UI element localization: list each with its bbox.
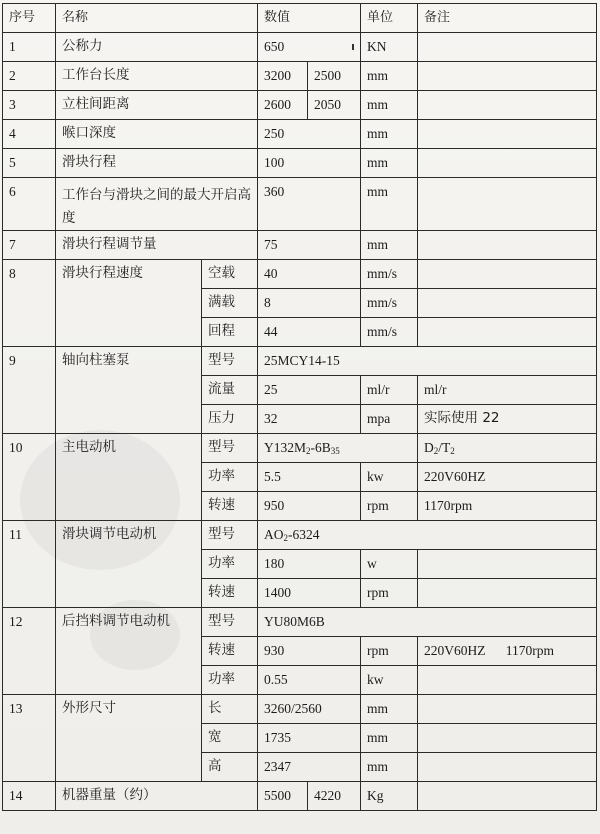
table-row	[3, 433, 597, 462]
sub-note	[418, 694, 597, 723]
row-seq: 5	[3, 149, 56, 178]
sub-unit: mpa	[361, 404, 418, 433]
sub-note	[418, 723, 597, 752]
row-name: 工作台与滑块之间的最大开启高度	[56, 178, 258, 231]
sub-note: ml/r	[418, 375, 597, 404]
sub-note	[418, 578, 597, 607]
sub-unit: kw	[361, 462, 418, 491]
table-header-row	[3, 4, 597, 33]
sub-unit: rpm	[361, 491, 418, 520]
sub-label: 功率	[202, 549, 258, 578]
row-seq: 9	[3, 346, 56, 433]
row-unit: Kg	[361, 781, 418, 810]
row-seq: 10	[3, 433, 56, 520]
row-unit: mm	[361, 178, 418, 231]
header-unit: 单位	[361, 4, 418, 33]
sub-value: 44	[258, 317, 361, 346]
sub-value: YU80M6B	[258, 607, 597, 636]
sub-label: 长	[202, 694, 258, 723]
sub-value: 25MCY14-15	[258, 346, 597, 375]
sub-value: 5.5	[258, 462, 361, 491]
row-seq: 7	[3, 230, 56, 259]
row-name: 喉口深度	[56, 120, 258, 149]
sub-value: 950	[258, 491, 361, 520]
sub-label: 空载	[202, 259, 258, 288]
header-seq: 序号	[3, 4, 56, 33]
sub-value: 32	[258, 404, 361, 433]
sub-value: 0.55	[258, 665, 361, 694]
sub-unit: mm/s	[361, 317, 418, 346]
sub-value: 1400	[258, 578, 361, 607]
row-note	[418, 62, 597, 91]
row-name: 立柱间距离	[56, 91, 258, 120]
sub-label: 功率	[202, 462, 258, 491]
sub-unit: kw	[361, 665, 418, 694]
row-seq: 11	[3, 520, 56, 607]
sub-label: 型号	[202, 433, 258, 462]
row-note	[418, 120, 597, 149]
table-row	[3, 607, 597, 636]
row-seq: 2	[3, 62, 56, 91]
sub-note	[418, 665, 597, 694]
row-value: 360	[258, 178, 361, 231]
row-seq: 3	[3, 91, 56, 120]
header-value: 数值	[258, 4, 361, 33]
row-unit: mm	[361, 230, 418, 259]
header-note: 备注	[418, 4, 597, 33]
motor-model-value: $Y132M_2-6B_{35}$	[258, 433, 418, 462]
row-note	[418, 91, 597, 120]
sub-unit: mm	[361, 694, 418, 723]
sub-label: 满载	[202, 288, 258, 317]
row-note	[418, 781, 597, 810]
row-name: 轴向柱塞泵	[56, 346, 202, 433]
sub-label: 转速	[202, 578, 258, 607]
sub-note	[418, 549, 597, 578]
sub-label: 高	[202, 752, 258, 781]
sub-value: 40	[258, 259, 361, 288]
table-row	[3, 230, 597, 259]
sub-label: 回程	[202, 317, 258, 346]
sub-label: 转速	[202, 636, 258, 665]
sub-unit: ml/r	[361, 375, 418, 404]
table-row	[3, 91, 597, 120]
sub-unit: rpm	[361, 578, 418, 607]
row-note	[418, 149, 597, 178]
row-name: 滑块调节电动机	[56, 520, 202, 607]
sub-note: $D_2/T_2$	[418, 433, 597, 462]
sub-label: 型号	[202, 520, 258, 549]
row-unit: KN	[361, 33, 418, 62]
sub-label: 功率	[202, 665, 258, 694]
row-value: 75	[258, 230, 361, 259]
sub-unit: mm	[361, 752, 418, 781]
row-value-1: 2600	[258, 91, 308, 120]
sub-value: 3260/2560	[258, 694, 361, 723]
row-unit: mm	[361, 62, 418, 91]
row-unit: mm	[361, 149, 418, 178]
sub-value: 8	[258, 288, 361, 317]
row-name: 滑块行程调节量	[56, 230, 258, 259]
table-row	[3, 33, 597, 62]
table-row	[3, 520, 597, 549]
table-row	[3, 178, 597, 231]
sub-label: 压力	[202, 404, 258, 433]
row-name: 滑块行程	[56, 149, 258, 178]
sub-note: 1170rpm	[418, 491, 597, 520]
row-name: 机器重量（约）	[56, 781, 258, 810]
scan-mark	[352, 44, 354, 50]
row-value: 250	[258, 120, 361, 149]
row-value-2: 2500	[308, 62, 361, 91]
row-name: 工作台长度	[56, 62, 258, 91]
row-seq: 12	[3, 607, 56, 694]
sub-note: 220V60HZ	[418, 462, 597, 491]
row-seq: 1	[3, 33, 56, 62]
row-note	[418, 178, 597, 231]
row-name: 公称力	[56, 33, 258, 62]
sub-value: 2347	[258, 752, 361, 781]
row-seq: 4	[3, 120, 56, 149]
sub-unit: rpm	[361, 636, 418, 665]
row-note	[418, 33, 597, 62]
row-seq: 14	[3, 781, 56, 810]
sub-value: 930	[258, 636, 361, 665]
row-note	[418, 230, 597, 259]
sub-label: 转速	[202, 491, 258, 520]
sub-note: 实际使用 22	[418, 404, 597, 433]
row-value-1: 5500	[258, 781, 308, 810]
row-name: 滑块行程速度	[56, 259, 202, 346]
row-value: 100	[258, 149, 361, 178]
sub-note	[418, 752, 597, 781]
row-value-1: 3200	[258, 62, 308, 91]
row-value-2: 2050	[308, 91, 361, 120]
row-seq: 8	[3, 259, 56, 346]
motor-model-value: $AO_2-6324$	[258, 520, 597, 549]
row-unit: mm	[361, 91, 418, 120]
table-row	[3, 694, 597, 723]
spec-table	[2, 3, 597, 811]
sub-unit: mm/s	[361, 288, 418, 317]
sub-value: 25	[258, 375, 361, 404]
table-row	[3, 346, 597, 375]
table-row	[3, 781, 597, 810]
row-value: 650	[258, 33, 361, 62]
sub-note	[418, 317, 597, 346]
header-name: 名称	[56, 4, 258, 33]
row-name: 外形尺寸	[56, 694, 202, 781]
sub-value: 1735	[258, 723, 361, 752]
row-name: 后挡料调节电动机	[56, 607, 202, 694]
row-name: 主电动机	[56, 433, 202, 520]
row-unit: mm	[361, 120, 418, 149]
row-seq: 6	[3, 178, 56, 231]
table-row	[3, 120, 597, 149]
sub-value: 180	[258, 549, 361, 578]
sub-unit: mm/s	[361, 259, 418, 288]
sub-note	[418, 259, 597, 288]
row-value-2: 4220	[308, 781, 361, 810]
table-row	[3, 62, 597, 91]
sub-label: 流量	[202, 375, 258, 404]
sub-note	[418, 288, 597, 317]
sub-unit: w	[361, 549, 418, 578]
table-row	[3, 149, 597, 178]
sub-note: 220V60HZ 1170rpm	[418, 636, 597, 665]
sub-label: 宽	[202, 723, 258, 752]
table-row	[3, 259, 597, 288]
sub-unit: mm	[361, 723, 418, 752]
sub-label: 型号	[202, 607, 258, 636]
row-seq: 13	[3, 694, 56, 781]
sub-label: 型号	[202, 346, 258, 375]
